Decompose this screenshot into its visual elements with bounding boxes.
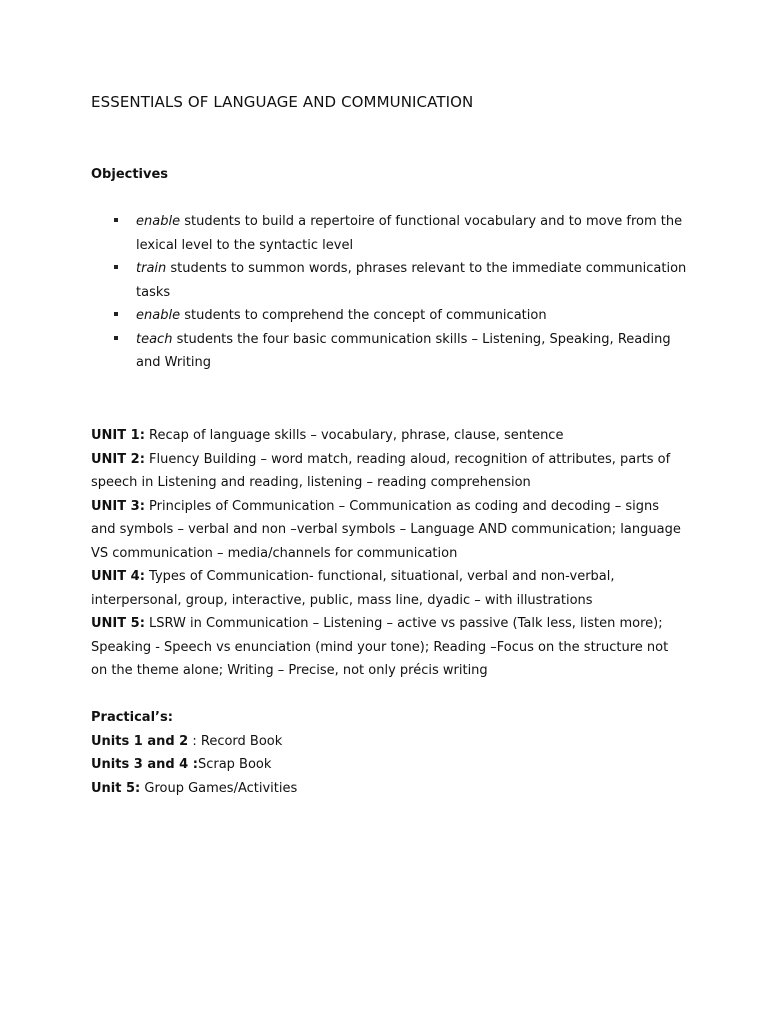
objective-item — [91, 210, 691, 257]
objective-item — [91, 257, 691, 304]
unit-text: Fluency Building – word match, reading aloud, recognition of attributes, parts of speech in Listening and reading, listening – reading comprehension — [91, 451, 671, 490]
bullet-icon — [114, 265, 118, 269]
unit-text: LSRW in Communication – Listening – active vs passive (Talk less, listen more); Speaking - Speech vs enunciation (mind your tone); Reading –Focus on the structure not on the theme alone; Writing – Precise, not only précis writing — [91, 616, 669, 678]
unit-paragraph-5 — [91, 612, 681, 683]
practicals-section — [91, 706, 681, 800]
practical-item — [91, 730, 681, 754]
unit-paragraph-2 — [91, 448, 681, 495]
objective-verb: enable — [136, 308, 181, 323]
objective-text: students the four basic communication skills – Listening, Speaking, Reading and Writing — [136, 331, 671, 370]
practical-text: Group Games/Activities — [140, 780, 298, 796]
unit-label: UNIT 2: — [91, 451, 145, 467]
document-title: ESSENTIALS OF LANGUAGE AND COMMUNICATION — [91, 93, 474, 111]
unit-paragraph-3 — [91, 495, 681, 566]
unit-label: UNIT 5: — [91, 616, 145, 631]
practical-label: Units 1 and 2 — [91, 733, 189, 749]
practicals-heading: Practical’s: — [91, 710, 173, 725]
objectives-heading: Objectives — [91, 167, 169, 182]
objective-verb: enable — [136, 214, 181, 229]
practical-item — [91, 753, 681, 777]
practical-label: Unit 5: — [91, 780, 141, 796]
objectives-list — [91, 210, 691, 375]
objective-verb: teach — [136, 331, 173, 347]
objective-text: students to comprehend the concept of communication — [180, 308, 547, 323]
objective-verb: train — [136, 261, 167, 276]
objective-text: students to summon words, phrases relevant to the immediate communication tasks — [136, 261, 687, 300]
unit-text: Recap of language skills – vocabulary, phrase, clause, sentence — [144, 428, 564, 443]
bullet-icon — [114, 336, 118, 340]
unit-label: UNIT 4: — [91, 569, 145, 584]
unit-paragraph-1 — [91, 424, 681, 448]
unit-paragraph-4 — [91, 565, 681, 612]
unit-text: Types of Communication- functional, situational, verbal and non-verbal, interpersonal, group, interactive, public, mass line, dyadic – with illustrations — [91, 569, 615, 608]
bullet-icon — [114, 218, 118, 222]
objective-text: students to build a repertoire of functional vocabulary and to move from the lexical level to the syntactic level — [136, 214, 683, 253]
unit-label: UNIT 3: — [91, 498, 145, 514]
bullet-icon — [114, 312, 118, 316]
unit-label: UNIT 1: — [91, 428, 145, 443]
unit-text: Principles of Communication – Communication as coding and decoding – signs and symbols – verbal and non –verbal symbols – Language AND communication; language VS communication – media/channels for communication — [91, 498, 681, 561]
practical-text: Scrap Book — [197, 757, 272, 772]
practical-item — [91, 777, 681, 801]
practical-text: : Record Book — [188, 733, 283, 749]
units-section — [91, 424, 681, 683]
objective-item — [91, 328, 691, 375]
practical-label: Units 3 and 4 : — [91, 757, 198, 772]
objective-item — [91, 304, 691, 328]
